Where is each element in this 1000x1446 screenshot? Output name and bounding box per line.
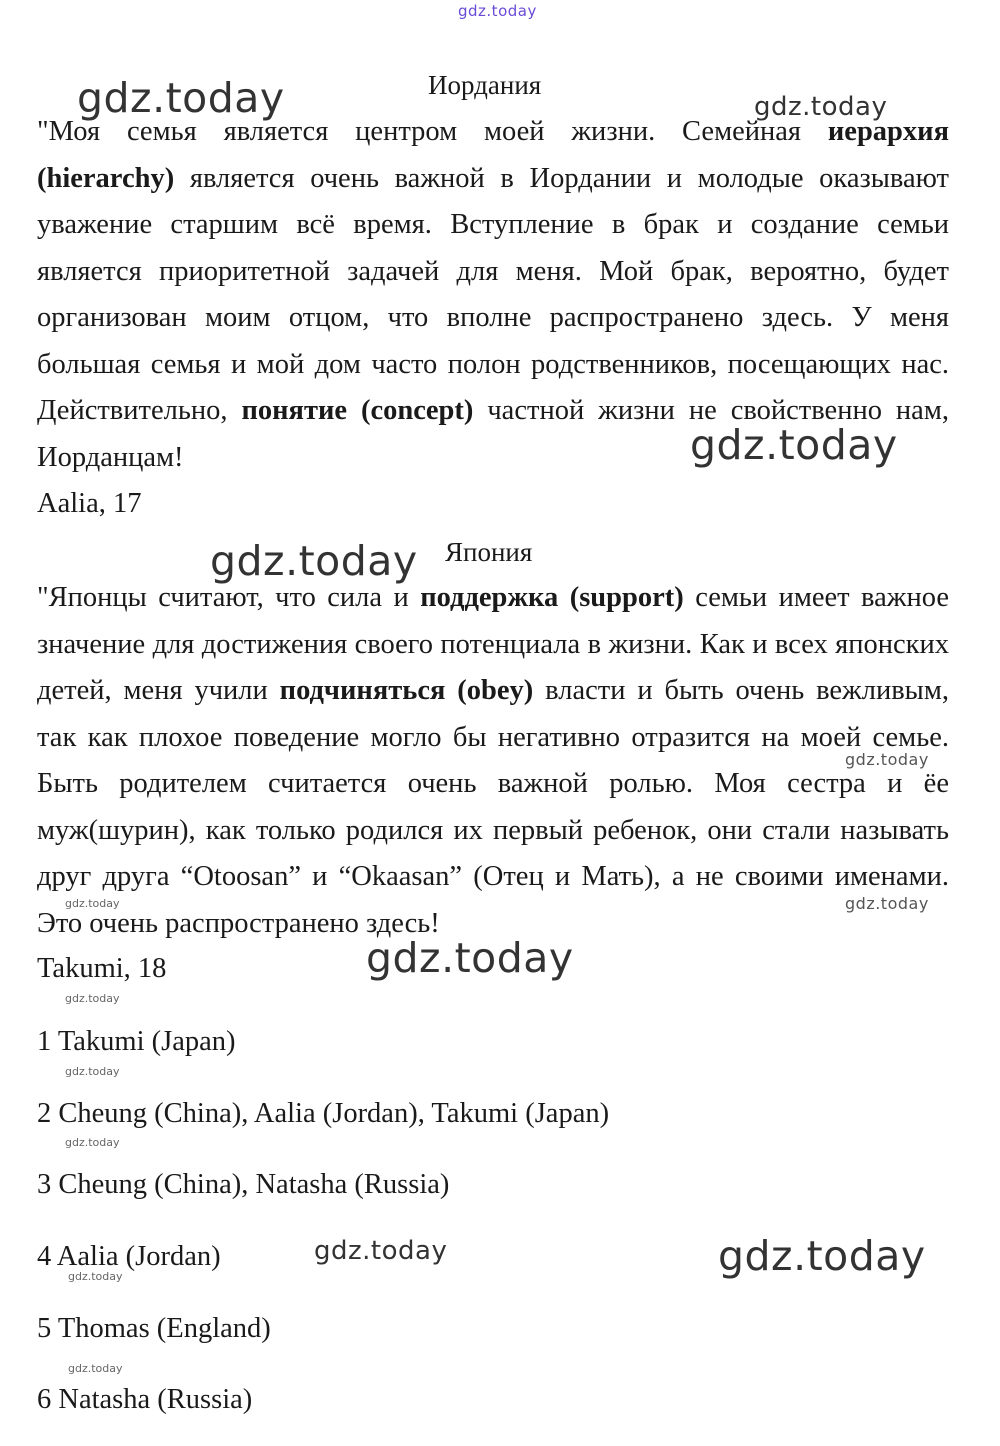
answer-2: 2 Cheung (China), Aalia (Jordan), Takumi (Japan) — [37, 1098, 610, 1129]
paragraph-text: власти и быть очень вежливым, так как плохое поведение могло бы негативно отразится на моей семье. Быть родителем считается очень важной ролью. Моя сестра и ёе муж(шурин), как только родился их первый ребенок, они стали называть друг друга “Otoosan” и “Okaasan” (Отец и Мать), а не своими именами. Это очень распространено здесь! — [37, 675, 949, 939]
watermark: gdz.today — [366, 934, 574, 982]
watermark: gdz.today — [77, 74, 285, 122]
watermark: gdz.today — [68, 1270, 123, 1283]
watermark: gdz.today — [845, 894, 929, 913]
paragraph-text: частной жизни не свойственно нам, Иорданцам! — [37, 395, 949, 473]
section-heading-japan: Япония — [445, 537, 533, 567]
watermark: gdz.today — [754, 92, 888, 122]
answer-4: 4 Aalia (Jordan) — [37, 1241, 221, 1272]
vocab-term: подчиняться (obey) — [279, 675, 534, 706]
section-heading-jordan: Иордания — [428, 70, 542, 100]
watermark: gdz.today — [314, 1236, 448, 1266]
answer-1: 1 Takumi (Japan) — [37, 1026, 236, 1057]
watermark: gdz.today — [690, 421, 898, 469]
watermark: gdz.today — [210, 537, 418, 585]
vocab-term: поддержка (support) — [420, 582, 684, 613]
paragraph-text: является очень важной в Иордании и молодые оказывают уважение старшим всё время. Вступление в брак и создание семьи является приоритетной задачей для меня. Мой брак, вероятно, будет организован моим отцом, что вполне распространено здесь. У меня большая семья и мой дом часто полон родственников, посещающих нас. Действительно, — [37, 162, 949, 426]
watermark: gdz.today — [845, 750, 929, 769]
watermark: gdz.today — [68, 1362, 123, 1375]
signature-takumi: Takumi, 18 — [37, 953, 167, 984]
paragraph-text: "Японцы считают, что сила и — [37, 582, 421, 613]
paragraph-text: "Моя семья является центром моей жизни. Семейная — [37, 116, 828, 147]
paragraph-japan — [37, 575, 949, 947]
watermark: gdz.today — [718, 1232, 926, 1280]
answer-5: 5 Thomas (England) — [37, 1313, 271, 1344]
watermark: gdz.today — [65, 992, 120, 1005]
watermark: gdz.today — [458, 2, 537, 20]
watermark: gdz.today — [65, 1136, 120, 1149]
signature-aalia: Aalia, 17 — [37, 488, 142, 519]
answer-3: 3 Cheung (China), Natasha (Russia) — [37, 1169, 450, 1200]
vocab-term: иерархия (hierarchy) — [37, 116, 949, 194]
vocab-term: понятие (concept) — [241, 395, 474, 426]
paragraph-text: семьи имеет важное значение для достижения своего потенциала в жизни. Как и всех японских детей, меня учили — [37, 582, 949, 706]
watermark: gdz.today — [65, 897, 120, 910]
watermark: gdz.today — [65, 1065, 120, 1078]
answer-6: 6 Natasha (Russia) — [37, 1384, 253, 1415]
